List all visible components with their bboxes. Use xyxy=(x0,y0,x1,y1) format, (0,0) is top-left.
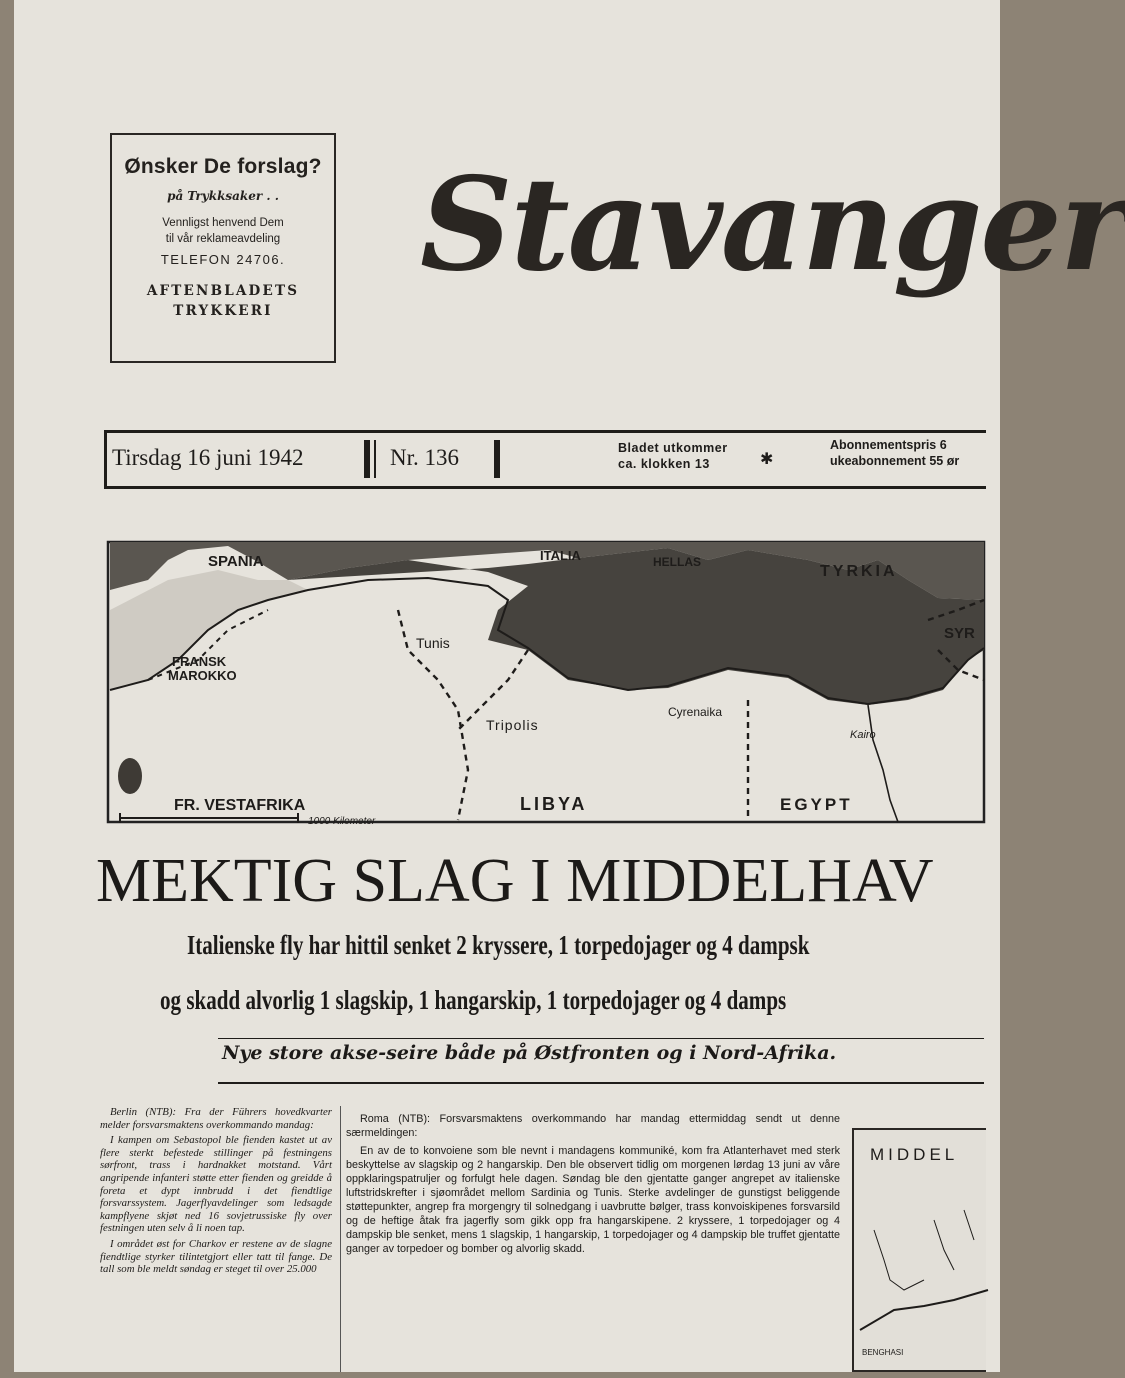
map-label-tunis: Tunis xyxy=(416,635,450,651)
map-scale-label: 1000 Kilometer xyxy=(308,816,376,827)
mediterranean-map xyxy=(108,540,986,825)
map-label-kairo: Kairo xyxy=(850,729,876,741)
subheadline-2: og skadd alvorlig 1 slagskip, 1 hangarskip, 1 torpedojager og 4 damps xyxy=(160,985,787,1015)
map-label-tripolis: Tripolis xyxy=(486,717,539,733)
map-label-morocco-2: MAROKKO xyxy=(168,668,237,683)
dateline-separator-2 xyxy=(494,440,500,478)
article-roma-p2: En av de to konvoiene som ble nevnt i mandagens kommuniké, kom fra Atlanterhavet med sterk beskyttelse av slagskip og 2 hangarskip. Den ble observert tidlig om morgenen lørdag 13 juni av våre oppklaringspatruljer og forfulgt hele dagen. Søndag ble den gjentatte ganger angrepet av italienske luftstridskrefter i sjøområdet mellom Sardinia og Tunis. Sterke avdelinger de gunstigst beliggende støttepunkter, angrep fra morgengry til solnedgang i uavbrutte bølger, trass konvoiskipenes forsvarsild og de heftige åtak fra jagerfly som gikk opp fra hangarskipene. 2 kryssere, 1 torpedojager og 4 dampskip ble senket, mens 1 slagskip, 1 hangarskip, 1 torpedojager og 4 dampskip ble truffet gjentatte ganger av torpedoer og bomber og alvorlig skadd. xyxy=(346,1145,840,1255)
star-ornament: ✱ xyxy=(760,449,774,468)
ad-line-2: til vår reklameavdeling xyxy=(165,233,281,245)
subheadline-3: Nye store akse-seire både på Østfronten og i Nord-Afrika. xyxy=(222,1042,837,1064)
ad-phone: TELEFON 24706. xyxy=(160,252,286,267)
issue-date: Tirsdag 16 juni 1942 xyxy=(112,445,304,470)
dateline-top-rule xyxy=(104,430,986,433)
inset-map-label: MIDDEL xyxy=(870,1145,959,1164)
ad-line-1: Vennligst henvend Dem xyxy=(162,217,284,229)
subheadline-bottom-rule xyxy=(218,1082,984,1084)
article-berlin-p1: Berlin (NTB): Fra der Führers hovedkvarter melder forsvarsmaktens overkommando mandag: xyxy=(100,1106,332,1131)
ad-firm-line-2: TRYKKERI xyxy=(173,303,273,319)
ink-smudge xyxy=(118,758,142,794)
subheadline-top-rule xyxy=(218,1038,984,1039)
inset-map-city: BENGHASI xyxy=(862,1348,904,1357)
article-roma xyxy=(346,1112,840,1260)
inset-map-drawing xyxy=(854,1130,988,1374)
map-label-morocco-1: FRANSK xyxy=(172,654,227,669)
issue-number: Nr. 136 xyxy=(390,445,459,470)
article-berlin xyxy=(100,1106,332,1279)
dateline-left-edge xyxy=(104,430,107,489)
publication-time-line-1: Bladet utkommer xyxy=(618,441,728,455)
map-label-libya: LIBYA xyxy=(520,794,588,814)
subscription-line-2: ukeabonnement 55 ør xyxy=(830,454,960,468)
dateline-bottom-rule xyxy=(104,486,986,489)
map-label-spain: SPANIA xyxy=(208,553,264,570)
inset-map xyxy=(852,1128,986,1372)
article-berlin-p2: I kampen om Sebastopol ble fienden kastet ut av flere sterkt befestede stillinger på festningens sørfront, trass i hardnakket motstand. Vårt angripende infanteri støtte etter fienden og greidde å foreta et dypt innbrudd i det fiendtlige forsvarssystem. Jagerflyavdelinger som ledsagde kampflyene skjøt ned 16 sovjetrussiske fly over festningen uten selv å li noen tap. xyxy=(100,1134,332,1235)
ad-firm xyxy=(112,281,334,321)
map-label-greece: HELLAS xyxy=(653,555,701,569)
masthead-title: Stavanger xyxy=(420,150,1125,300)
publication-time xyxy=(618,440,728,472)
advertisement-box xyxy=(110,133,336,363)
dateline-separator-1b xyxy=(374,440,376,478)
dateline-separator-1 xyxy=(364,440,370,478)
main-headline: MEKTIG SLAG I MIDDELHAV xyxy=(96,847,934,915)
map-label-westafrica: FR. VESTAFRIKA xyxy=(174,797,306,814)
article-berlin-p3: I området øst for Charkov er restene av de slagne fiendtlige styrker tilintetgjort eller tatt til fange. De tall som ble meldt søndag er steget til over 25.000 xyxy=(100,1237,332,1276)
map-label-syria: SYR xyxy=(944,625,975,642)
publication-time-line-2: ca. klokken 13 xyxy=(618,457,710,471)
subheadline-1: Italienske fly har hittil senket 2 kryssere, 1 torpedojager og 4 dampsk xyxy=(187,930,810,960)
subscription-line-1: Abonnementspris 6 xyxy=(830,438,947,452)
article-roma-p1: Roma (NTB): Forsvarsmaktens overkommando har mandag ettermiddag sendt ut denne særmeldingen: xyxy=(346,1113,840,1139)
map-label-cyrenaika: Cyrenaika xyxy=(668,705,723,719)
column-separator xyxy=(340,1106,341,1372)
map-label-turkey: TYRKIA xyxy=(820,563,898,580)
ad-question: Ønsker De forslag? xyxy=(124,155,322,178)
ad-subtitle: på Trykksaker . . xyxy=(167,189,279,203)
subscription-info xyxy=(830,437,959,469)
ad-firm-line-1: AFTENBLADETS xyxy=(146,283,300,299)
map-label-italy: ITALIA xyxy=(540,548,581,563)
map-label-egypt: EGYPT xyxy=(780,795,853,814)
